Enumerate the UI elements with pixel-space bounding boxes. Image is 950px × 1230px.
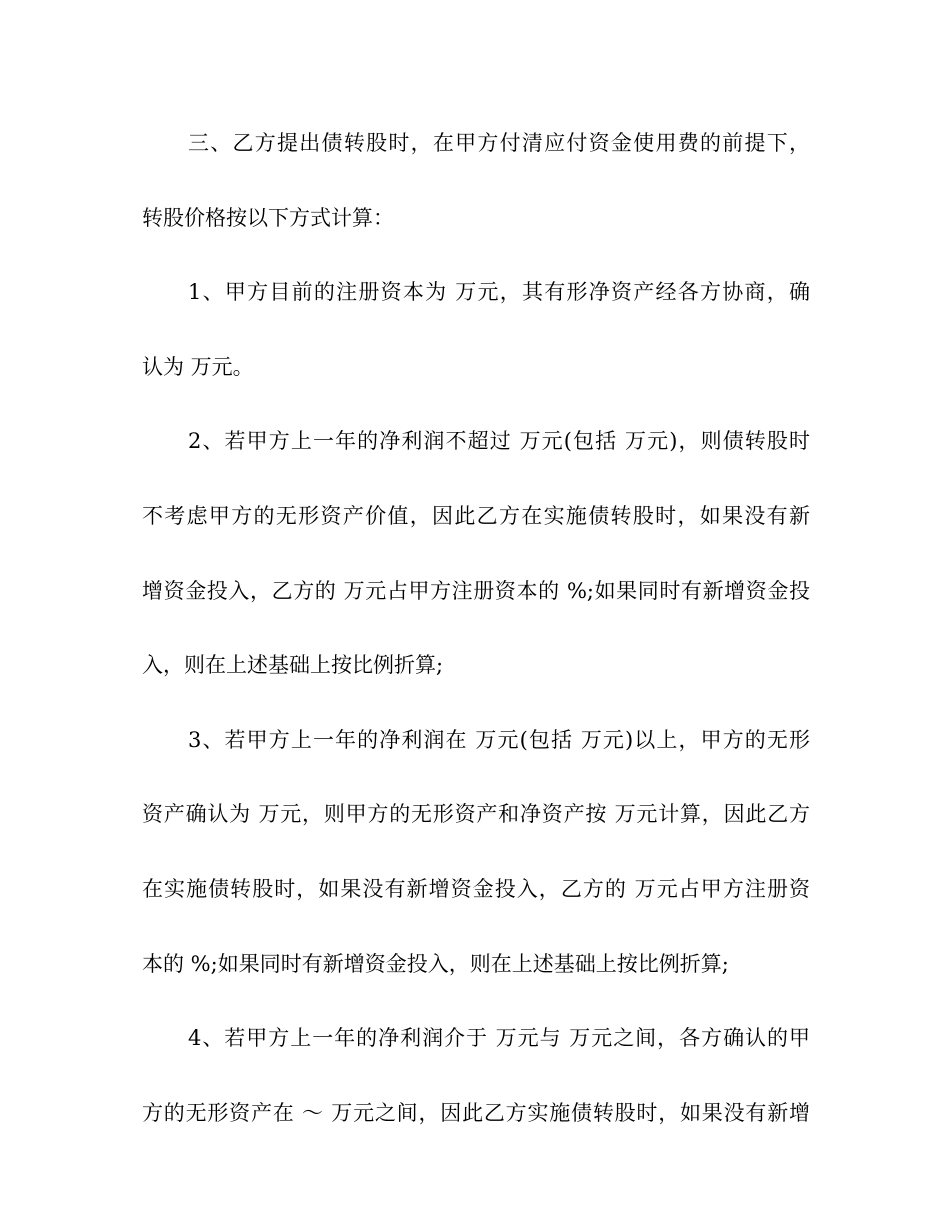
item-2-line-1: 2、若甲方上一年的净利润不超过 万元(包括 万元)，则债转股时 bbox=[188, 429, 810, 454]
item-3-line-1: 3、若甲方上一年的净利润在 万元(包括 万元)以上，甲方的无形 bbox=[188, 727, 810, 752]
item-1-line-1: 1、甲方目前的注册资本为 万元，其有形净资产经各方协商，确 bbox=[188, 280, 810, 305]
item-3-line-3: 在实施债转股时，如果没有新增资金投入，乙方的 万元占甲方注册资 bbox=[142, 876, 810, 901]
item-2-line-2: 不考虑甲方的无形资产价值，因此乙方在实施债转股时，如果没有新 bbox=[142, 503, 810, 528]
paragraph-3-line-2: 转股价格按以下方式计算： bbox=[142, 205, 394, 230]
item-4-line-1: 4、若甲方上一年的净利润介于 万元与 万元之间，各方确认的甲 bbox=[188, 1026, 810, 1051]
item-4-line-2: 方的无形资产在 ～ 万元之间，因此乙方实施债转股时，如果没有新增 bbox=[142, 1100, 810, 1125]
item-3-line-2: 资产确认为 万元，则甲方的无形资产和净资产按 万元计算，因此乙方 bbox=[142, 802, 810, 827]
item-2-line-3: 增资金投入，乙方的 万元占甲方注册资本的 %;如果同时有新增资金投 bbox=[142, 578, 810, 603]
paragraph-3-line-1: 三、乙方提出债转股时，在甲方付清应付资金使用费的前提下， bbox=[188, 131, 810, 155]
item-2-line-4: 入，则在上述基础上按比例折算; bbox=[142, 653, 444, 678]
item-1-line-2: 认为 万元。 bbox=[142, 354, 254, 379]
document-body bbox=[142, 119, 810, 1163]
item-3-line-4: 本的 %;如果同时有新增资金投入，则在上述基础上按比例折算; bbox=[142, 951, 729, 976]
